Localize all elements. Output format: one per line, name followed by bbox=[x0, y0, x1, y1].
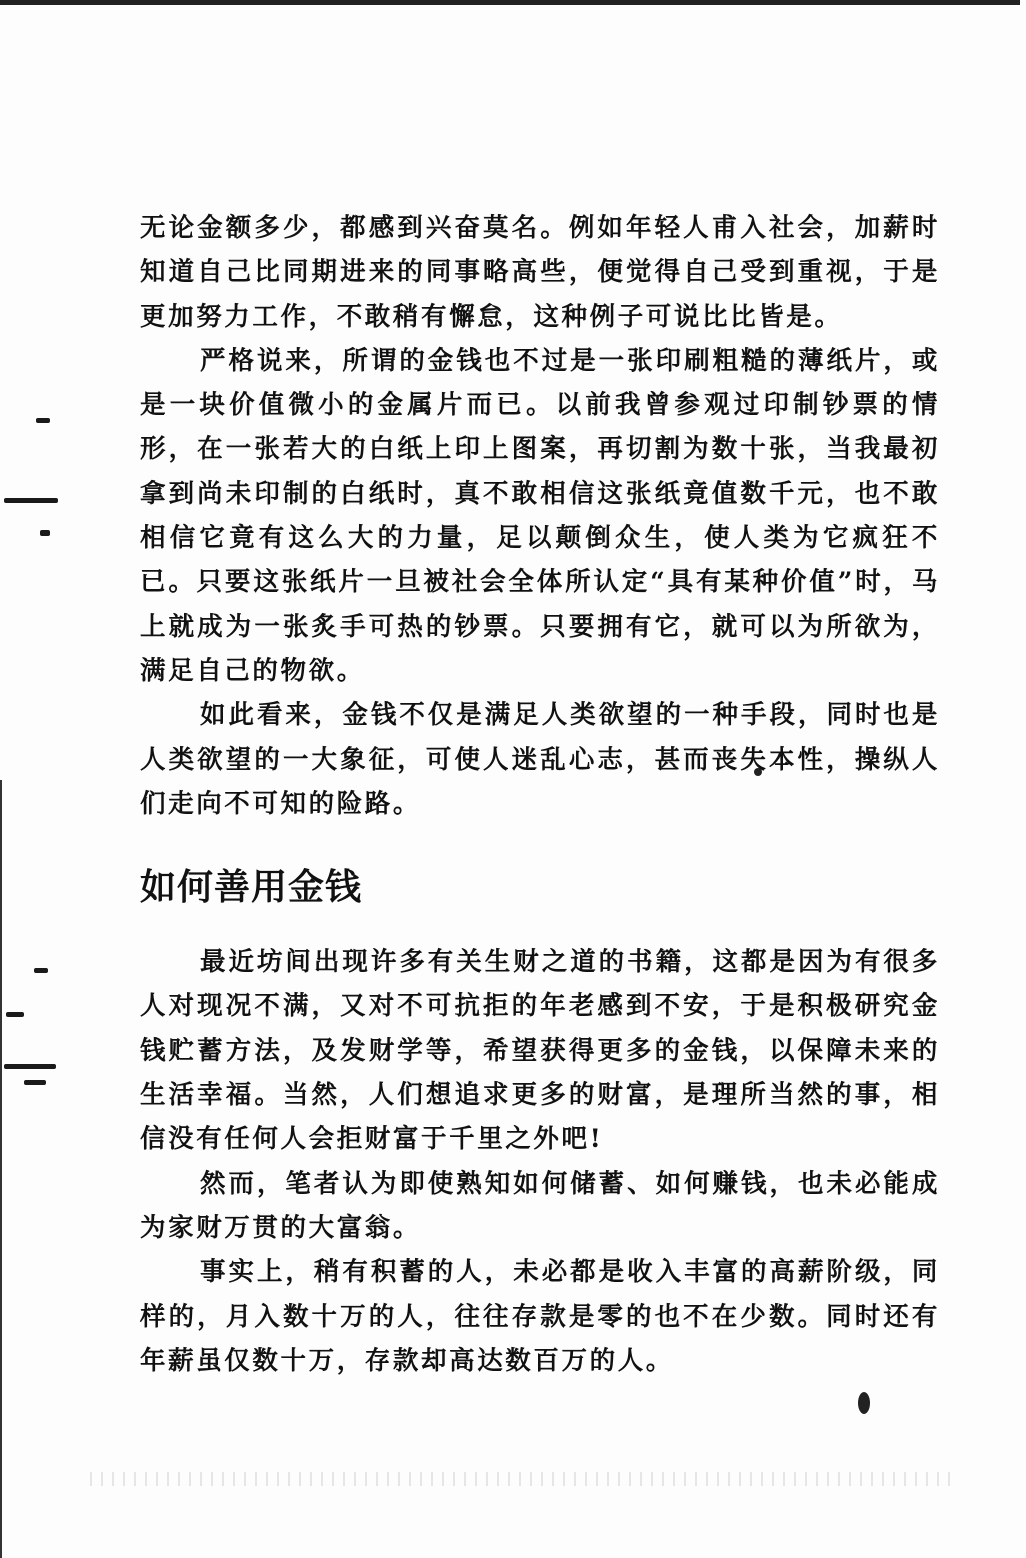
paragraph: 无论金额多少，都感到兴奋莫名。例如年轻人甫入社会，加薪时知道自己比同期进来的同事略高些，便觉得自己受到重视，于是更加努力工作，不敢稍有懈怠，这种例子可说比比皆是。 bbox=[140, 213, 940, 332]
scan-noise bbox=[90, 1472, 950, 1486]
margin-mark bbox=[40, 530, 50, 536]
top-edge-rule bbox=[0, 0, 1020, 5]
ink-speck bbox=[858, 1392, 870, 1414]
paragraph: 严格说来，所谓的金钱也不过是一张印刷粗糙的薄纸片，或是一块价值微小的金属片而已。以前我曾参观过印制钞票的情形，在一张若大的白纸上印上图案，再切割为数十张，当我最初拿到尚未印制的白纸时，真不敢相信这张纸竟值数千元，也不敢相信它竟有这么大的力量，足以颠倒众生，使人类为它疯狂不已。只要这张纸片一旦被社会全体所认定“具有某种价值”时，马上就成为一张炙手可热的钞票。只要拥有它，就可以为所欲为，满足自己的物欲。 bbox=[140, 345, 940, 686]
margin-mark bbox=[6, 1012, 24, 1017]
left-edge-rule bbox=[0, 780, 2, 1558]
text-body bbox=[140, 206, 940, 1383]
paragraph: 如此看来，金钱不仅是满足人类欲望的一种手段，同时也是人类欲望的一大象征，可使人迷乱心志，甚而丧失本性，操纵人们走向不可知的险路。 bbox=[140, 700, 940, 819]
margin-mark bbox=[24, 1080, 46, 1085]
section-heading: 如何善用金钱 bbox=[140, 867, 363, 909]
paragraph: 然而，笔者认为即使熟知如何储蓄、如何赚钱，也未必能成为家财万贯的大富翁。 bbox=[140, 1168, 940, 1243]
margin-mark bbox=[4, 1064, 56, 1069]
margin-mark bbox=[4, 498, 58, 503]
paragraph: 事实上，稍有积蓄的人，未必都是收入丰富的高薪阶级，同样的，月入数十万的人，往往存款是零的也不在少数。同时还有年薪虽仅数十万，存款却高达数百万的人。 bbox=[140, 1257, 940, 1376]
margin-mark bbox=[34, 968, 48, 973]
margin-mark bbox=[36, 418, 50, 423]
paragraph: 最近坊间出现许多有关生财之道的书籍，这都是因为有很多人对现况不满，又对不可抗拒的年老感到不安，于是积极研究金钱贮蓄方法，及发财学等，希望获得更多的金钱，以保障未来的生活幸福。当然，人们想追求更多的财富，是理所当然的事，相信没有任何人会拒财富于千里之外吧! bbox=[140, 947, 940, 1155]
